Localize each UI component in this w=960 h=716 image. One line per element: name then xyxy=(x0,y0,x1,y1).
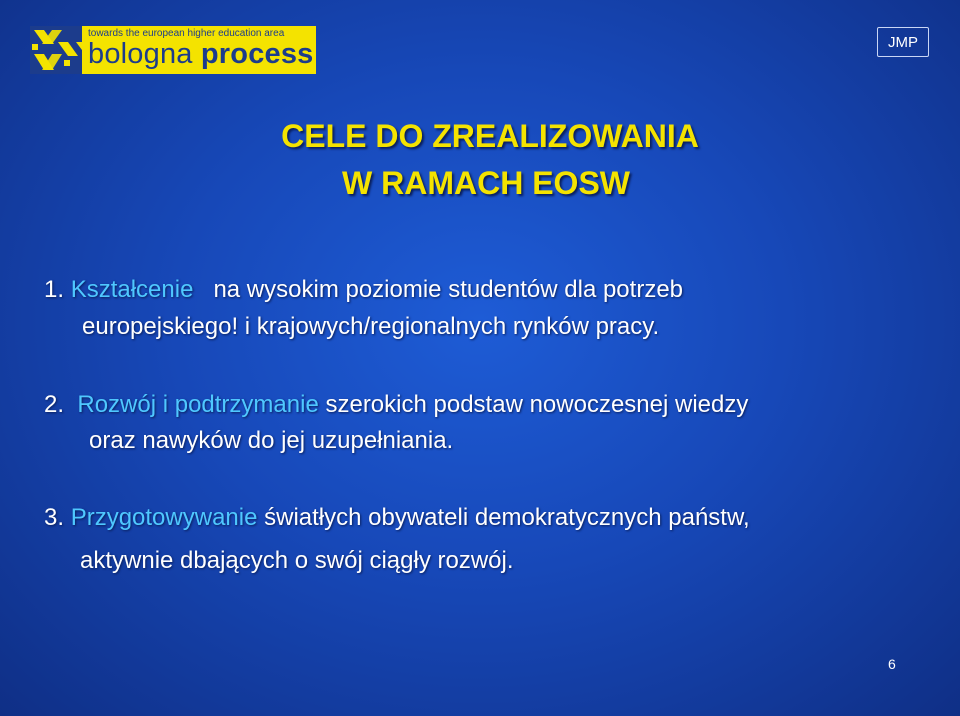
logo-name xyxy=(88,38,314,71)
logo-name-part2: process xyxy=(200,38,314,70)
logo-mark-icon xyxy=(30,26,82,74)
logo-name-part1: bologna xyxy=(88,38,201,70)
list-item-3-line2: aktywnie dbających o swój ciągły rozwój. xyxy=(80,547,514,574)
list-item-2-line2: oraz nawyków do jej uzupełniania. xyxy=(89,427,454,454)
slide-title-line2: W RAMACH EOSW xyxy=(342,165,630,201)
page-number: 6 xyxy=(888,656,896,672)
item-highlight: Rozwój i podtrzymanie xyxy=(77,391,319,418)
item-highlight: Kształcenie xyxy=(70,276,194,303)
item-number: 3. xyxy=(44,504,65,531)
item-text: na wysokim poziomie studentów dla potrzeb xyxy=(213,276,684,303)
item-highlight: Przygotowywanie xyxy=(70,504,258,531)
list-item-2-line1 xyxy=(44,391,748,419)
jmp-badge: JMP xyxy=(877,27,929,57)
item-number: 2. xyxy=(44,391,65,418)
list-item-3-line1 xyxy=(44,504,750,532)
logo-tagline: towards the european higher education area xyxy=(88,28,285,39)
list-item-1-line2: europejskiego! i krajowych/regionalnych rynków pracy. xyxy=(82,313,660,340)
slide-title-line1: CELE DO ZREALIZOWANIA xyxy=(281,118,699,154)
bologna-process-logo xyxy=(30,26,316,74)
logo-text-bar xyxy=(82,26,316,74)
item-number: 1. xyxy=(44,276,65,303)
list-item-1-line1 xyxy=(44,276,683,304)
item-text: światłych obywateli demokratycznych państw, xyxy=(264,504,750,531)
item-text: szerokich podstaw nowoczesnej wiedzy xyxy=(325,391,749,418)
